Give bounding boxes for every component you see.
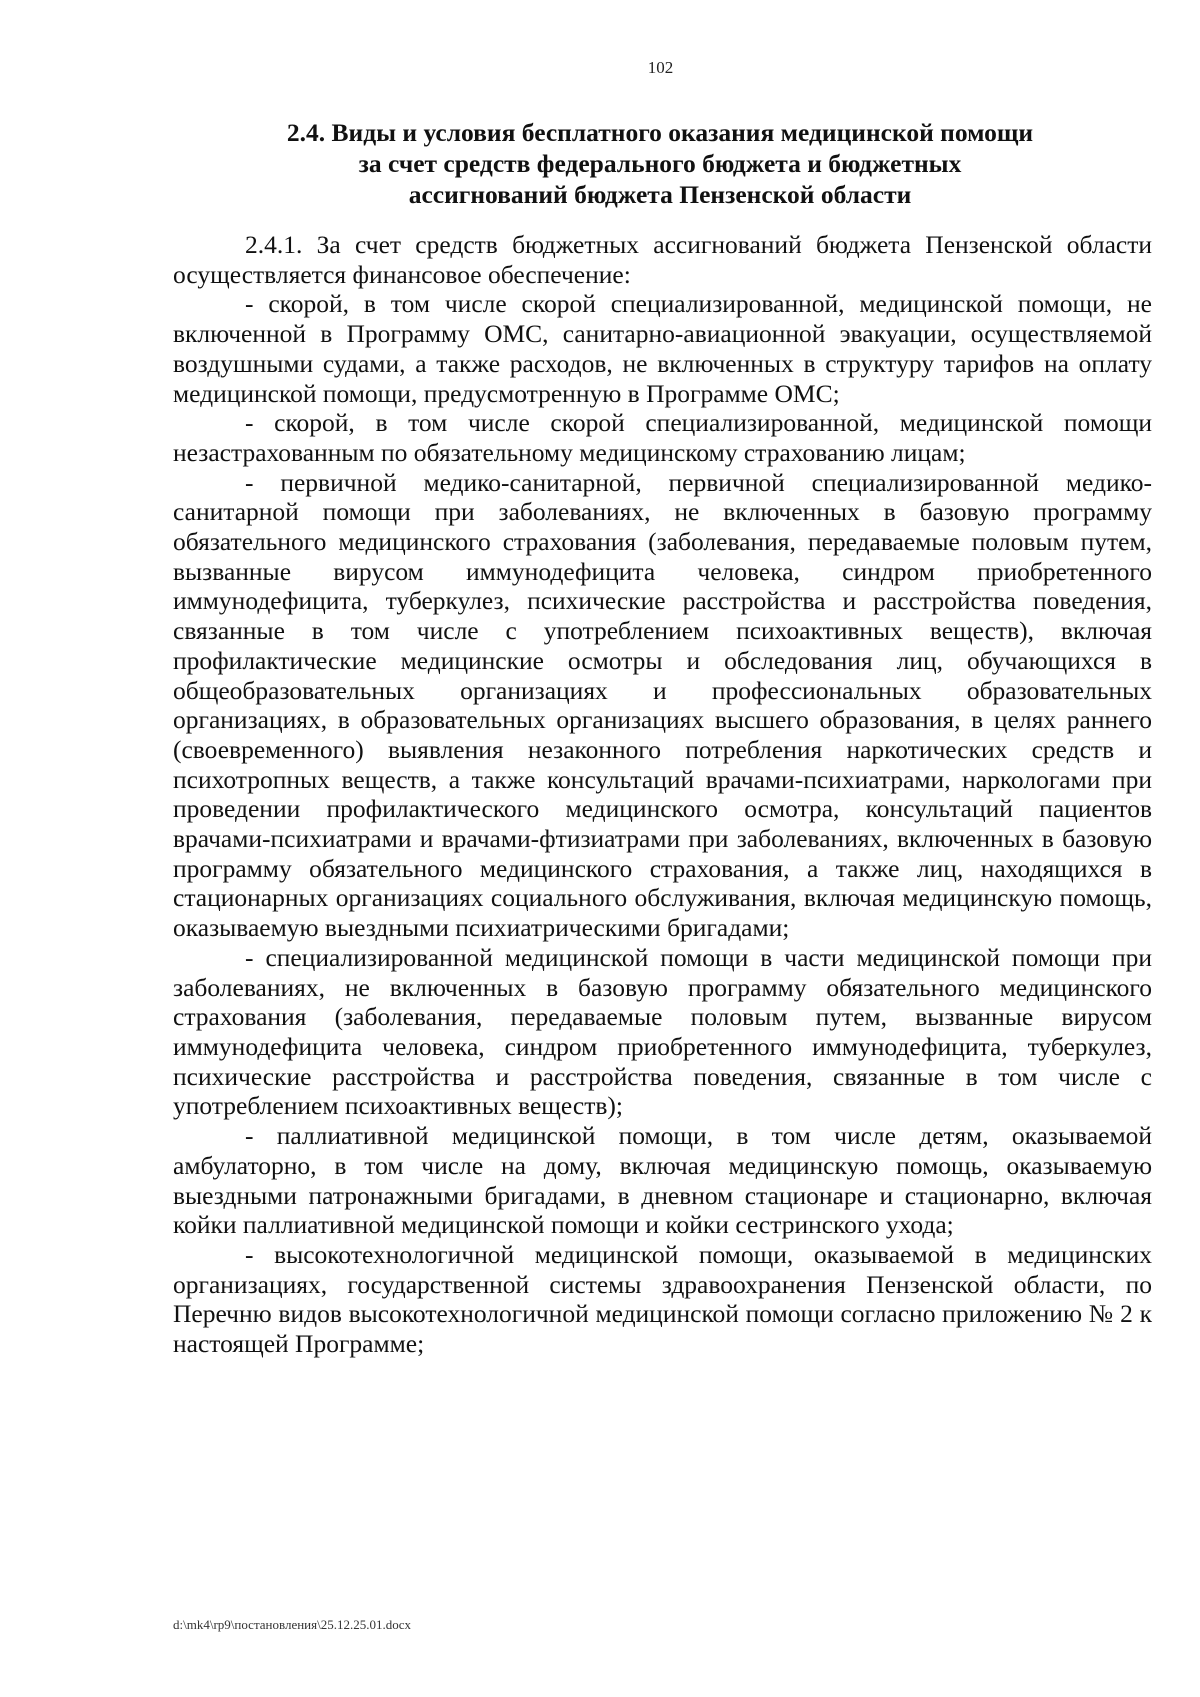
body-text bbox=[173, 230, 1152, 1359]
paragraph-emergency-uninsured: - скорой, в том числе скорой специализированной, медицинской помощи незастрахованным по обязательному медицинскому страхованию лицам; bbox=[173, 408, 1152, 467]
paragraph-high-tech-care: - высокотехнологичной медицинской помощи, оказываемой в медицинских организациях, государственной системы здравоохранения Пензенской области, по Перечню видов высокотехнологичной медицинской помощи согласно приложению № 2 к настоящей Программе; bbox=[173, 1239, 1152, 1359]
paragraph-palliative-care: - паллиативной медицинской помощи, в том числе детям, оказываемой амбулаторно, в том числе на дому, включая медицинскую помощь, оказываемую выездными патронажными бригадами, в дневном стационаре и стационарно, включая койки паллиативной медицинской помощи и койки сестринского ухода; bbox=[173, 1121, 1152, 1240]
footer-file-path: d:\mk4\rp9\постановления\25.12.25.01.docx bbox=[173, 1617, 412, 1632]
paragraph-emergency-care: - скорой, в том числе скорой специализированной, медицинской помощи, не включенной в Программу ОМС, санитарно-авиационной эвакуации, осуществляемой воздушными судами, а также расходов, не включенных в структуру тарифов на оплату медицинской помощи, предусмотренную в Программе ОМС; bbox=[173, 289, 1152, 408]
paragraph-specialized-care: - специализированной медицинской помощи в части медицинской помощи при заболеваниях, не включенных в базовую программу обязательного медицинского страхования (заболевания, передаваемые половым путем, вызванные вирусом иммунодефицита человека, синдром приобретенного иммунодефицита, туберкулез, психические расстройства и расстройства поведения, связанные в том числе с употреблением психоактивных веществ); bbox=[173, 942, 1152, 1121]
paragraph-intro: 2.4.1. За счет средств бюджетных ассигнований бюджета Пензенской области осуществляется финансовое обеспечение: bbox=[173, 230, 1152, 289]
section-title-line-3: ассигнований бюджета Пензенской области bbox=[408, 180, 912, 209]
page-number: 102 bbox=[647, 58, 674, 77]
section-title-line-1: 2.4. Виды и условия бесплатного оказания медицинской помощи bbox=[286, 118, 1034, 147]
section-title bbox=[160, 117, 1160, 210]
paragraph-primary-care: - первичной медико-санитарной, первичной специализированной медико-санитарной помощи при заболеваниях, не включенных в базовую программу обязательного медицинского страхования (заболевания, передаваемые половым путем, вызванные вирусом иммунодефицита человека, синдром приобретенного иммунодефицита, туберкулез, психические расстройства и расстройства поведения, связанные в том числе с употреблением психоактивных веществ), включая профилактические медицинские осмотры и обследования лиц, обучающихся в общеобразовательных организациях и профессиональных образовательных организациях, в образовательных организациях высшего образования, в целях раннего (своевременного) выявления незаконного потребления наркотических средств и психотропных веществ, а также консультаций врачами-психиатрами, наркологами при проведении профилактического медицинского осмотра, консультаций пациентов врачами-психиатрами и врачами-фтизиатрами при заболеваниях, включенных в базовую программу обязательного медицинского страхования, а также лиц, находящихся в стационарных организациях социального обслуживания, включая медицинскую помощь, оказываемую выездными психиатрическими бригадами; bbox=[173, 467, 1152, 943]
section-title-line-2: за счет средств федерального бюджета и бюджетных bbox=[358, 149, 962, 178]
